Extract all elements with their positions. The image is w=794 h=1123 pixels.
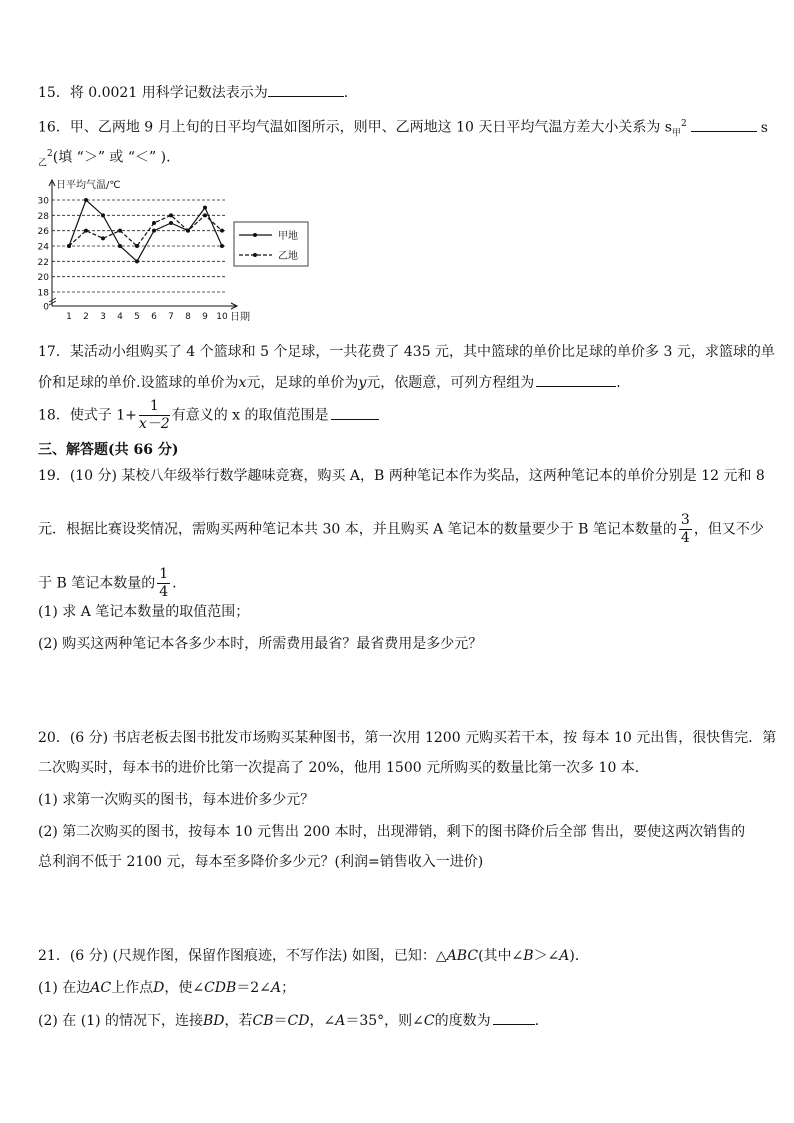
data-point bbox=[84, 198, 88, 202]
answer-blank[interactable] bbox=[493, 1010, 535, 1025]
q19-text: 19．(10 分) 某校八年级举行数学趣味竞赛，购买 A，B 两种笔记本作为奖品，这两种笔记本的单价分别是 12 元和 8 bbox=[38, 468, 765, 484]
q16-sup-1: 2 bbox=[681, 119, 687, 129]
q17-part-b: 元，足球的单价为 bbox=[246, 375, 359, 391]
fraction-denominator: 4 bbox=[680, 530, 690, 546]
angle-cdb: CDB bbox=[204, 980, 237, 996]
data-point bbox=[186, 229, 190, 233]
question-19-line2 bbox=[38, 512, 764, 547]
y-axis-label: 日平均气温/℃ bbox=[56, 180, 121, 191]
y-tick-label: 30 bbox=[37, 196, 49, 207]
data-point bbox=[84, 229, 88, 233]
q21-part-a: 21．(6 分) (尺规作图，保留作图痕迹，不写作法) 如图，已知：△ bbox=[38, 948, 447, 964]
q16-sub-yi: 乙 bbox=[38, 158, 48, 169]
q21-part-c: ＞∠ bbox=[533, 948, 560, 964]
q19-sub1: (1) 求 A 笔记本数量的取值范围； bbox=[38, 604, 250, 620]
x-tick-label: 6 bbox=[151, 312, 157, 322]
question-20-line1: 20．(6 分) 书店老板去图书批发市场购买某种图书，第一次用 1200 元购买若干本，按 每本 10 元出售，很快售完．第 bbox=[38, 730, 777, 746]
question-17-line2 bbox=[38, 372, 621, 393]
angle-a: A bbox=[559, 948, 570, 964]
data-point bbox=[135, 244, 139, 248]
data-point bbox=[220, 244, 224, 248]
fraction-numerator: 1 bbox=[159, 566, 169, 582]
x-tick-label: 5 bbox=[134, 312, 140, 322]
question-20-line2: 二次购买时，每本书的进价比第一次提高了 20%，他用 1500 元所购买的数量比第一次多 10 本． bbox=[38, 760, 649, 776]
x-tick-label: 7 bbox=[168, 312, 174, 322]
question-21-line1 bbox=[38, 946, 589, 966]
legend-label: 乙地 bbox=[278, 251, 298, 262]
q16-text: 16．甲、乙两地 9 月上旬的日平均气温如图所示，则甲、乙两地这 10 天日平均气温方差大小关系为 s bbox=[38, 119, 672, 136]
fraction bbox=[157, 566, 170, 601]
q20-sub1: (1) 求第一次购买的图书，每本进价多少元？ bbox=[38, 792, 315, 808]
data-point bbox=[152, 229, 156, 233]
q21-sub2-c: ＝ bbox=[273, 1013, 288, 1029]
data-point bbox=[118, 229, 122, 233]
q19-part-c: 于 B 笔记本数量的 bbox=[38, 575, 156, 592]
data-point bbox=[118, 244, 122, 248]
segment-cb: CB bbox=[252, 1013, 274, 1029]
x-tick-label: 2 bbox=[83, 312, 89, 322]
q21-sub1-d: ＝2∠ bbox=[236, 980, 271, 996]
q15-text: 15．将 0.0021 用科学记数法表示为 bbox=[38, 85, 268, 101]
question-16-line2 bbox=[38, 144, 171, 173]
legend-label: 甲地 bbox=[278, 231, 298, 242]
y-tick-label: 22 bbox=[37, 257, 49, 268]
q17-part-c: 元，依题意，可列方程组为 bbox=[366, 375, 535, 391]
data-point bbox=[135, 259, 139, 263]
q21-sub1-c: ，使∠ bbox=[164, 980, 205, 996]
chart-legend bbox=[234, 222, 308, 266]
q21-tail: . bbox=[534, 1013, 540, 1029]
question-19-line1 bbox=[38, 466, 765, 486]
fraction-numerator: 3 bbox=[680, 512, 690, 528]
q21-sub2-e: ＝35°，则∠ bbox=[345, 1013, 424, 1029]
q20-sub2-line1: (2) 第二次购买的图书，按每本 10 元售出 200 本时，出现滞销，剩下的图书降价后全部 售出，要使这两次销售的 bbox=[38, 824, 746, 840]
data-point bbox=[220, 229, 224, 233]
q18-pre: 18．使式子 1+ bbox=[38, 407, 137, 424]
legend-marker bbox=[253, 253, 257, 257]
q21-sub1-a: (1) 在边 bbox=[38, 980, 91, 996]
angle-a: A bbox=[335, 1013, 346, 1029]
q17-part-a: 价和足球的单价.设篮球的单价为 bbox=[38, 375, 239, 391]
x-axis-label: 日期 bbox=[230, 312, 250, 323]
q21-sub1 bbox=[38, 978, 295, 998]
segment-bd: BD bbox=[203, 1013, 225, 1029]
q17-tail: . bbox=[616, 375, 621, 391]
angle-b: B bbox=[523, 948, 534, 964]
data-point bbox=[101, 213, 105, 217]
q17-text: 17．某活动小组购买了 4 个篮球和 5 个足球，一共花费了 435 元，其中篮球的单价比足球的单价多 3 元，求篮球的单 bbox=[38, 344, 775, 360]
segment-cd: CD bbox=[287, 1013, 310, 1029]
question-18 bbox=[38, 398, 379, 433]
q21-sub2-b: ，若 bbox=[224, 1013, 253, 1029]
q21-sub2-f: 的度数为 bbox=[434, 1013, 491, 1029]
q16-line2-rest: (填 “＞” 或 “＜” ). bbox=[52, 149, 171, 166]
data-point bbox=[169, 213, 173, 217]
q16-sup-2: 2 bbox=[47, 149, 53, 159]
q16-sub-jia: 甲 bbox=[671, 128, 681, 139]
q21-sub2-a: (2) 在 (1) 的情况下，连接 bbox=[38, 1013, 204, 1029]
y-tick-label: 26 bbox=[37, 227, 49, 238]
data-point bbox=[203, 213, 207, 217]
q19-part-a: 元．根据比赛设奖情况，需购买两种笔记本共 30 本，并且购买 A 笔记本的数量要少于 B 笔记本数量的 bbox=[38, 521, 677, 538]
x-tick-label: 8 bbox=[185, 312, 191, 322]
x-tick-label: 4 bbox=[117, 312, 123, 322]
data-point bbox=[101, 236, 105, 240]
fraction bbox=[679, 512, 692, 547]
var-y: y bbox=[358, 375, 367, 391]
fraction-denominator: 4 bbox=[159, 584, 169, 600]
q19-part-d: . bbox=[172, 575, 177, 592]
y-tick-label: 24 bbox=[37, 242, 49, 253]
y-tick-label: 20 bbox=[37, 273, 49, 284]
question-15 bbox=[38, 82, 348, 103]
temperature-line-chart bbox=[36, 174, 316, 328]
fraction-denominator: x－2 bbox=[138, 416, 170, 432]
data-point bbox=[169, 221, 173, 225]
y-tick-label: 0 bbox=[43, 302, 49, 313]
q21-sub1-e: ； bbox=[281, 980, 296, 996]
question-17-line1 bbox=[38, 342, 775, 362]
section-title: 三、解答题(共 66 分) bbox=[38, 442, 179, 458]
q19-sub2: (2) 购买这两种笔记本各多少本时，所需费用最省？最省费用是多少元？ bbox=[38, 636, 483, 652]
q21-sub2 bbox=[38, 1010, 539, 1031]
fraction bbox=[139, 398, 170, 433]
answer-blank[interactable] bbox=[536, 372, 616, 387]
data-point bbox=[152, 221, 156, 225]
triangle-abc: ABC bbox=[446, 948, 479, 964]
q15-tail: . bbox=[343, 85, 349, 101]
answer-blank[interactable] bbox=[268, 82, 344, 97]
q19-part-b: ，但又不少 bbox=[693, 521, 764, 538]
question-19-line3 bbox=[38, 566, 177, 601]
point-d: D bbox=[153, 980, 165, 996]
y-tick-label: 28 bbox=[37, 211, 49, 222]
x-tick-label: 1 bbox=[66, 312, 72, 322]
chart-series bbox=[67, 198, 224, 263]
q16-s-after: s bbox=[760, 119, 768, 136]
question-16-line1 bbox=[38, 114, 768, 143]
q21-sub1-b: 上作点 bbox=[111, 980, 154, 996]
data-point bbox=[67, 244, 71, 248]
data-point bbox=[203, 206, 207, 210]
legend-marker bbox=[253, 233, 257, 237]
y-tick-label: 18 bbox=[37, 288, 49, 299]
answer-blank[interactable] bbox=[331, 405, 379, 420]
var-x: x bbox=[238, 375, 247, 391]
q21-part-b: (其中∠ bbox=[478, 948, 524, 964]
angle-a: A bbox=[270, 980, 282, 996]
x-tick-label: 3 bbox=[100, 312, 106, 322]
answer-blank[interactable] bbox=[691, 117, 757, 132]
fraction-numerator: 1 bbox=[139, 398, 170, 416]
q21-part-d: )． bbox=[569, 948, 589, 964]
x-tick-label: 10 bbox=[216, 312, 228, 322]
angle-c: C bbox=[423, 1013, 435, 1029]
q18-post: 有意义的 x 的取值范围是 bbox=[171, 407, 329, 424]
q20-sub2-line2: 总利润不低于 2100 元，每本至多降价多少元？(利润=销售收入一进价) bbox=[38, 854, 484, 870]
q21-sub2-d: ，∠ bbox=[309, 1013, 336, 1029]
side-ac: AC bbox=[90, 980, 112, 996]
x-tick-label: 9 bbox=[202, 312, 208, 322]
